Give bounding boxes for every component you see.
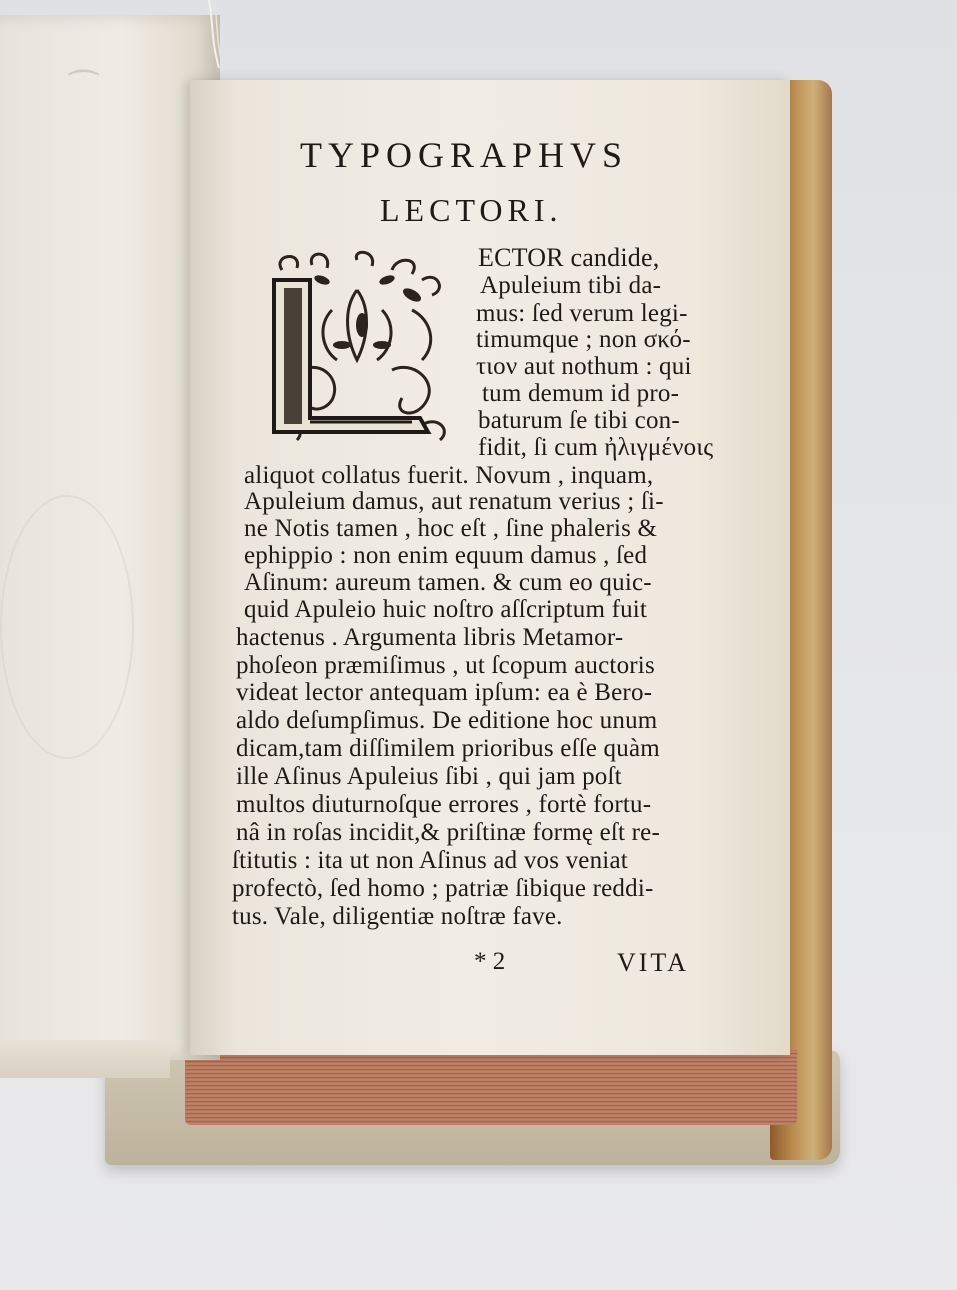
text-line: aliquot collatus fuerit. Novum , inquam, <box>244 462 654 489</box>
text-line: ne Notis tamen , hoc eſt , ſine phaleris & <box>244 515 658 542</box>
text-line: tum demum id pro- <box>482 380 680 407</box>
text-line: timumque ; non σκό- <box>476 326 691 353</box>
text-line: mus: ſed verum legi- <box>476 300 688 327</box>
text-line: Aſinum: aureum tamen. & cum eo quic- <box>244 569 652 596</box>
text-line: Apuleium damus, aut renatum verius ; ſi- <box>244 488 664 515</box>
woodcut-initial-L-icon <box>262 250 452 442</box>
text-line: quid Apuleio huic noſtro aſſcriptum fuit <box>244 596 648 623</box>
text-line: nâ in roſas incidit,& priſtinæ formę eſt re- <box>236 819 660 846</box>
text-line: ille Aſinus Apuleius ſibi , qui jam poſt <box>236 763 622 790</box>
signature-mark: * 2 <box>474 948 506 975</box>
text-line: tus. Vale, diligentiæ noſtræ fave. <box>232 903 563 930</box>
text-line: multos diuturnoſque errores , fortè fortu- <box>236 791 652 818</box>
binding-thread <box>205 0 227 70</box>
catchword: VITA <box>617 948 690 977</box>
show-through: ⁀ <box>70 70 98 110</box>
text-line: ſtitutis : ita ut non Aſinus ad vos veniat <box>232 847 628 874</box>
text-line: fidit, ſi cum ἠλιγμένοις <box>478 434 714 461</box>
text-line: profectò, ſed homo ; patriæ ſibique reddi- <box>232 875 654 902</box>
text-line: hactenus . Argumenta libris Metamor- <box>236 624 624 651</box>
text-line: ephippio : non enim equum damus , ſed <box>244 542 648 569</box>
text-line: dicam,tam diſſimilem prioribus eſſe quàm <box>236 735 660 762</box>
show-through-medallion <box>0 495 134 759</box>
page-title: TYPOGRAPHVS <box>300 135 629 175</box>
left-page-bottom <box>0 1040 170 1078</box>
text-line: ECTOR candide, <box>478 243 660 272</box>
text-line: τιον aut nothum : qui <box>476 353 692 380</box>
text-line: aldo deſumpſimus. De editione hoc unum <box>236 707 658 734</box>
text-line: Apuleium tibi da- <box>480 272 662 299</box>
page-subtitle: LECTORI. <box>380 192 563 228</box>
text-line: videat lector antequam ipſum: ea è Bero- <box>236 679 653 706</box>
page-edges <box>185 1050 797 1125</box>
left-page <box>0 15 220 1060</box>
text-line: baturum ſe tibi con- <box>478 407 680 434</box>
text-line: phoſeon præmiſimus , ut ſcopum auctoris <box>236 652 655 679</box>
